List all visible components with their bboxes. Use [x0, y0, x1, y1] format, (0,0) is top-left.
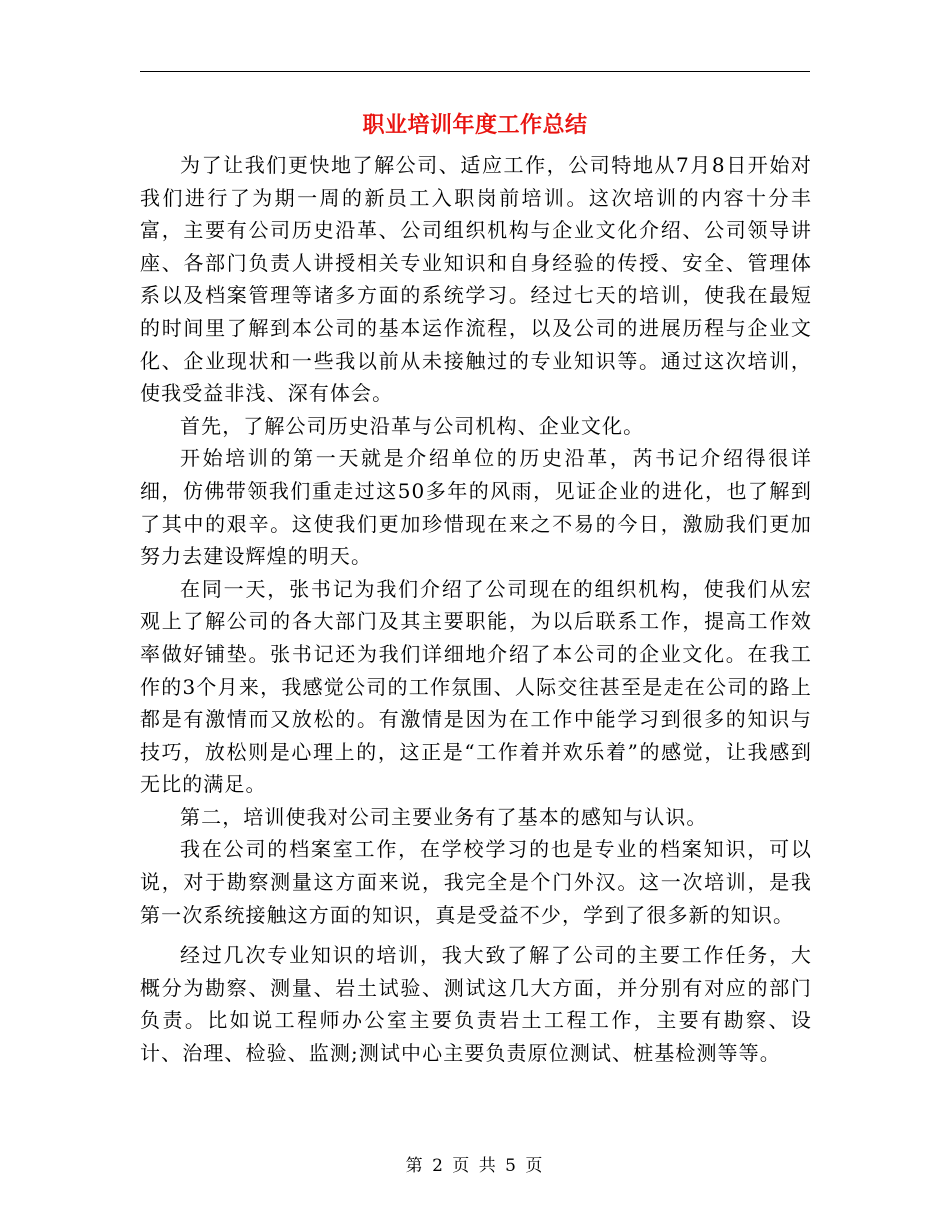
paragraph-history: 开始培训的第一天就是介绍单位的历史沿革，芮书记介绍得很详细，仿佛带领我们重走过这50多年的风雨，见证企业的进化，也了解到了其中的艰辛。这使我们更加珍惜现在来之不易的今日，激励我们更加努力去建设辉煌的明天。: [140, 446, 812, 569]
paragraph-intro: 为了让我们更快地了解公司、适应工作，公司特地从7月8日开始对我们进行了为期一周的新员工入职岗前培训。这次培训的内容十分丰富，主要有公司历史沿革、公司组织机构与企业文化介绍、公司领导讲座、各部门负责人讲授相关专业知识和自身经验的传授、安全、管理体系以及档案管理等诸多方面的系统学习。经过七天的培训，使我在最短的时间里了解到本公司的基本运作流程，以及公司的进展历程与企业文化、企业现状和一些我以前从未接触过的专业知识等。通过这次培训，使我受益非浅、深有体会。: [140, 153, 812, 406]
document-title: 职业培训年度工作总结: [362, 112, 588, 138]
paragraph-organization: 在同一天，张书记为我们介绍了公司现在的组织机构，使我们从宏观上了解公司的各大部门及其主要职能，为以后联系工作，提高工作效率做好铺垫。张书记还为我们详细地介绍了本公司的企业文化。在我工作的3个月来，我感觉公司的工作氛围、人际交往甚至是走在公司的路上都是有激情而又放松的。有激情是因为在工作中能学习到很多的知识与技巧，放松则是心理上的，这正是“工作着并欢乐着”的感觉，让我感到无比的满足。: [140, 576, 812, 797]
document-body: [140, 149, 812, 1070]
page-number: 第 2 页 共 5 页: [405, 1156, 545, 1176]
paragraph-first-point: 首先，了解公司历史沿革与公司机构、企业文化。: [180, 413, 645, 438]
paragraph-archive-work: 我在公司的档案室工作，在学校学习的也是专业的档案知识，可以说，对于勘察测量这方面来说，我完全是个门外汉。这一次培训，是我第一次系统接触这方面的知识，真是受益不少，学到了很多新的知识。: [140, 837, 812, 927]
paragraph-second-point: 第二，培训使我对公司主要业务有了基本的感知与认识。: [180, 804, 708, 829]
paragraph-business-tasks: 经过几次专业知识的培训，我大致了解了公司的主要工作任务，大概分为勘察、测量、岩土试验、测试这几大方面，并分别有对应的部门负责。比如说工程师办公室主要负责岩土工程工作，主要有勘察、设计、治理、检验、监测;测试中心主要负责原位测试、桩基检测等等。: [140, 943, 812, 1066]
header-rule: [140, 71, 810, 72]
